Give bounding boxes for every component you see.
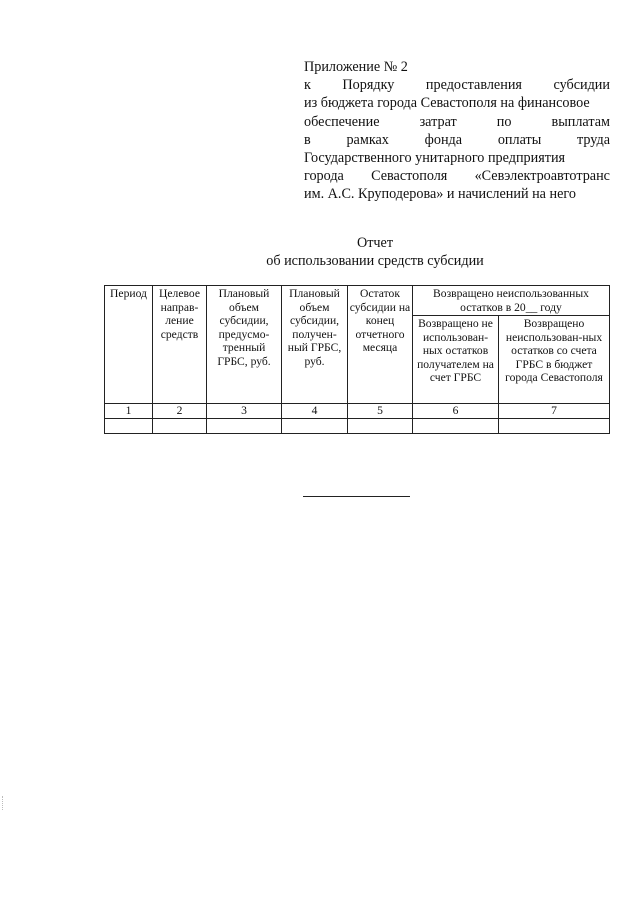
table-cell [499, 419, 610, 434]
column-number: 6 [413, 404, 499, 419]
header-plan-received: Плановый объем субсидии, получен-ный ГРБС, руб. [282, 286, 348, 404]
header-row-1 [105, 286, 610, 316]
header-returned-budget: Возвращено неиспользован-ных остатков со счета ГРБС в бюджет города Севастополя [499, 316, 610, 404]
appendix-line-7: города Севастополя «Севэлектроавтотранс [304, 168, 610, 185]
table-row [105, 419, 610, 434]
appendix-line-3: из бюджета города Севастополя на финансовое [304, 95, 590, 112]
column-number: 7 [499, 404, 610, 419]
header-plan-provided: Плановый объем субсидии, предусмо-тренный ГРБС, руб. [207, 286, 282, 404]
report-title: Отчет [356, 235, 394, 251]
appendix-line-8: им. А.С. Круподерова» и начислений на него [304, 186, 576, 203]
column-number: 5 [348, 404, 413, 419]
report-subtitle: об использовании средств субсидии [266, 253, 484, 269]
table-cell [153, 419, 207, 434]
column-number: 2 [153, 404, 207, 419]
appendix-line-5: в рамках фонда оплаты труда [304, 131, 610, 148]
subsidy-report-table [104, 285, 610, 434]
table-cell [348, 419, 413, 434]
header-remainder: Остаток субсидии на конец отчетного месяца [348, 286, 413, 404]
table-cell [105, 419, 153, 434]
appendix-line-4: обеспечение затрат по выплатам [304, 113, 610, 130]
header-returned-group: Возвращено неиспользованных остатков в 20__ году [413, 286, 610, 316]
table-cell [207, 419, 282, 434]
appendix-number: Приложение № 2 [304, 59, 408, 75]
header-period: Период [105, 286, 153, 404]
closing-divider-line [303, 496, 410, 497]
column-number: 4 [282, 404, 348, 419]
header-returned-recipient: Возвращено не использован-ных остатков получателем на счет ГРБС [413, 316, 499, 404]
table-cell [282, 419, 348, 434]
table-cell [413, 419, 499, 434]
appendix-block [304, 58, 610, 204]
column-numbers-row [105, 404, 610, 419]
column-number: 1 [105, 404, 153, 419]
column-number: 3 [207, 404, 282, 419]
appendix-line-2: к Порядку предоставления субсидии [304, 77, 610, 94]
scan-artifact [2, 796, 5, 810]
appendix-line-6: Государственного унитарного предприятия [304, 150, 566, 167]
header-purpose: Целевое направ-ление средств [153, 286, 207, 404]
